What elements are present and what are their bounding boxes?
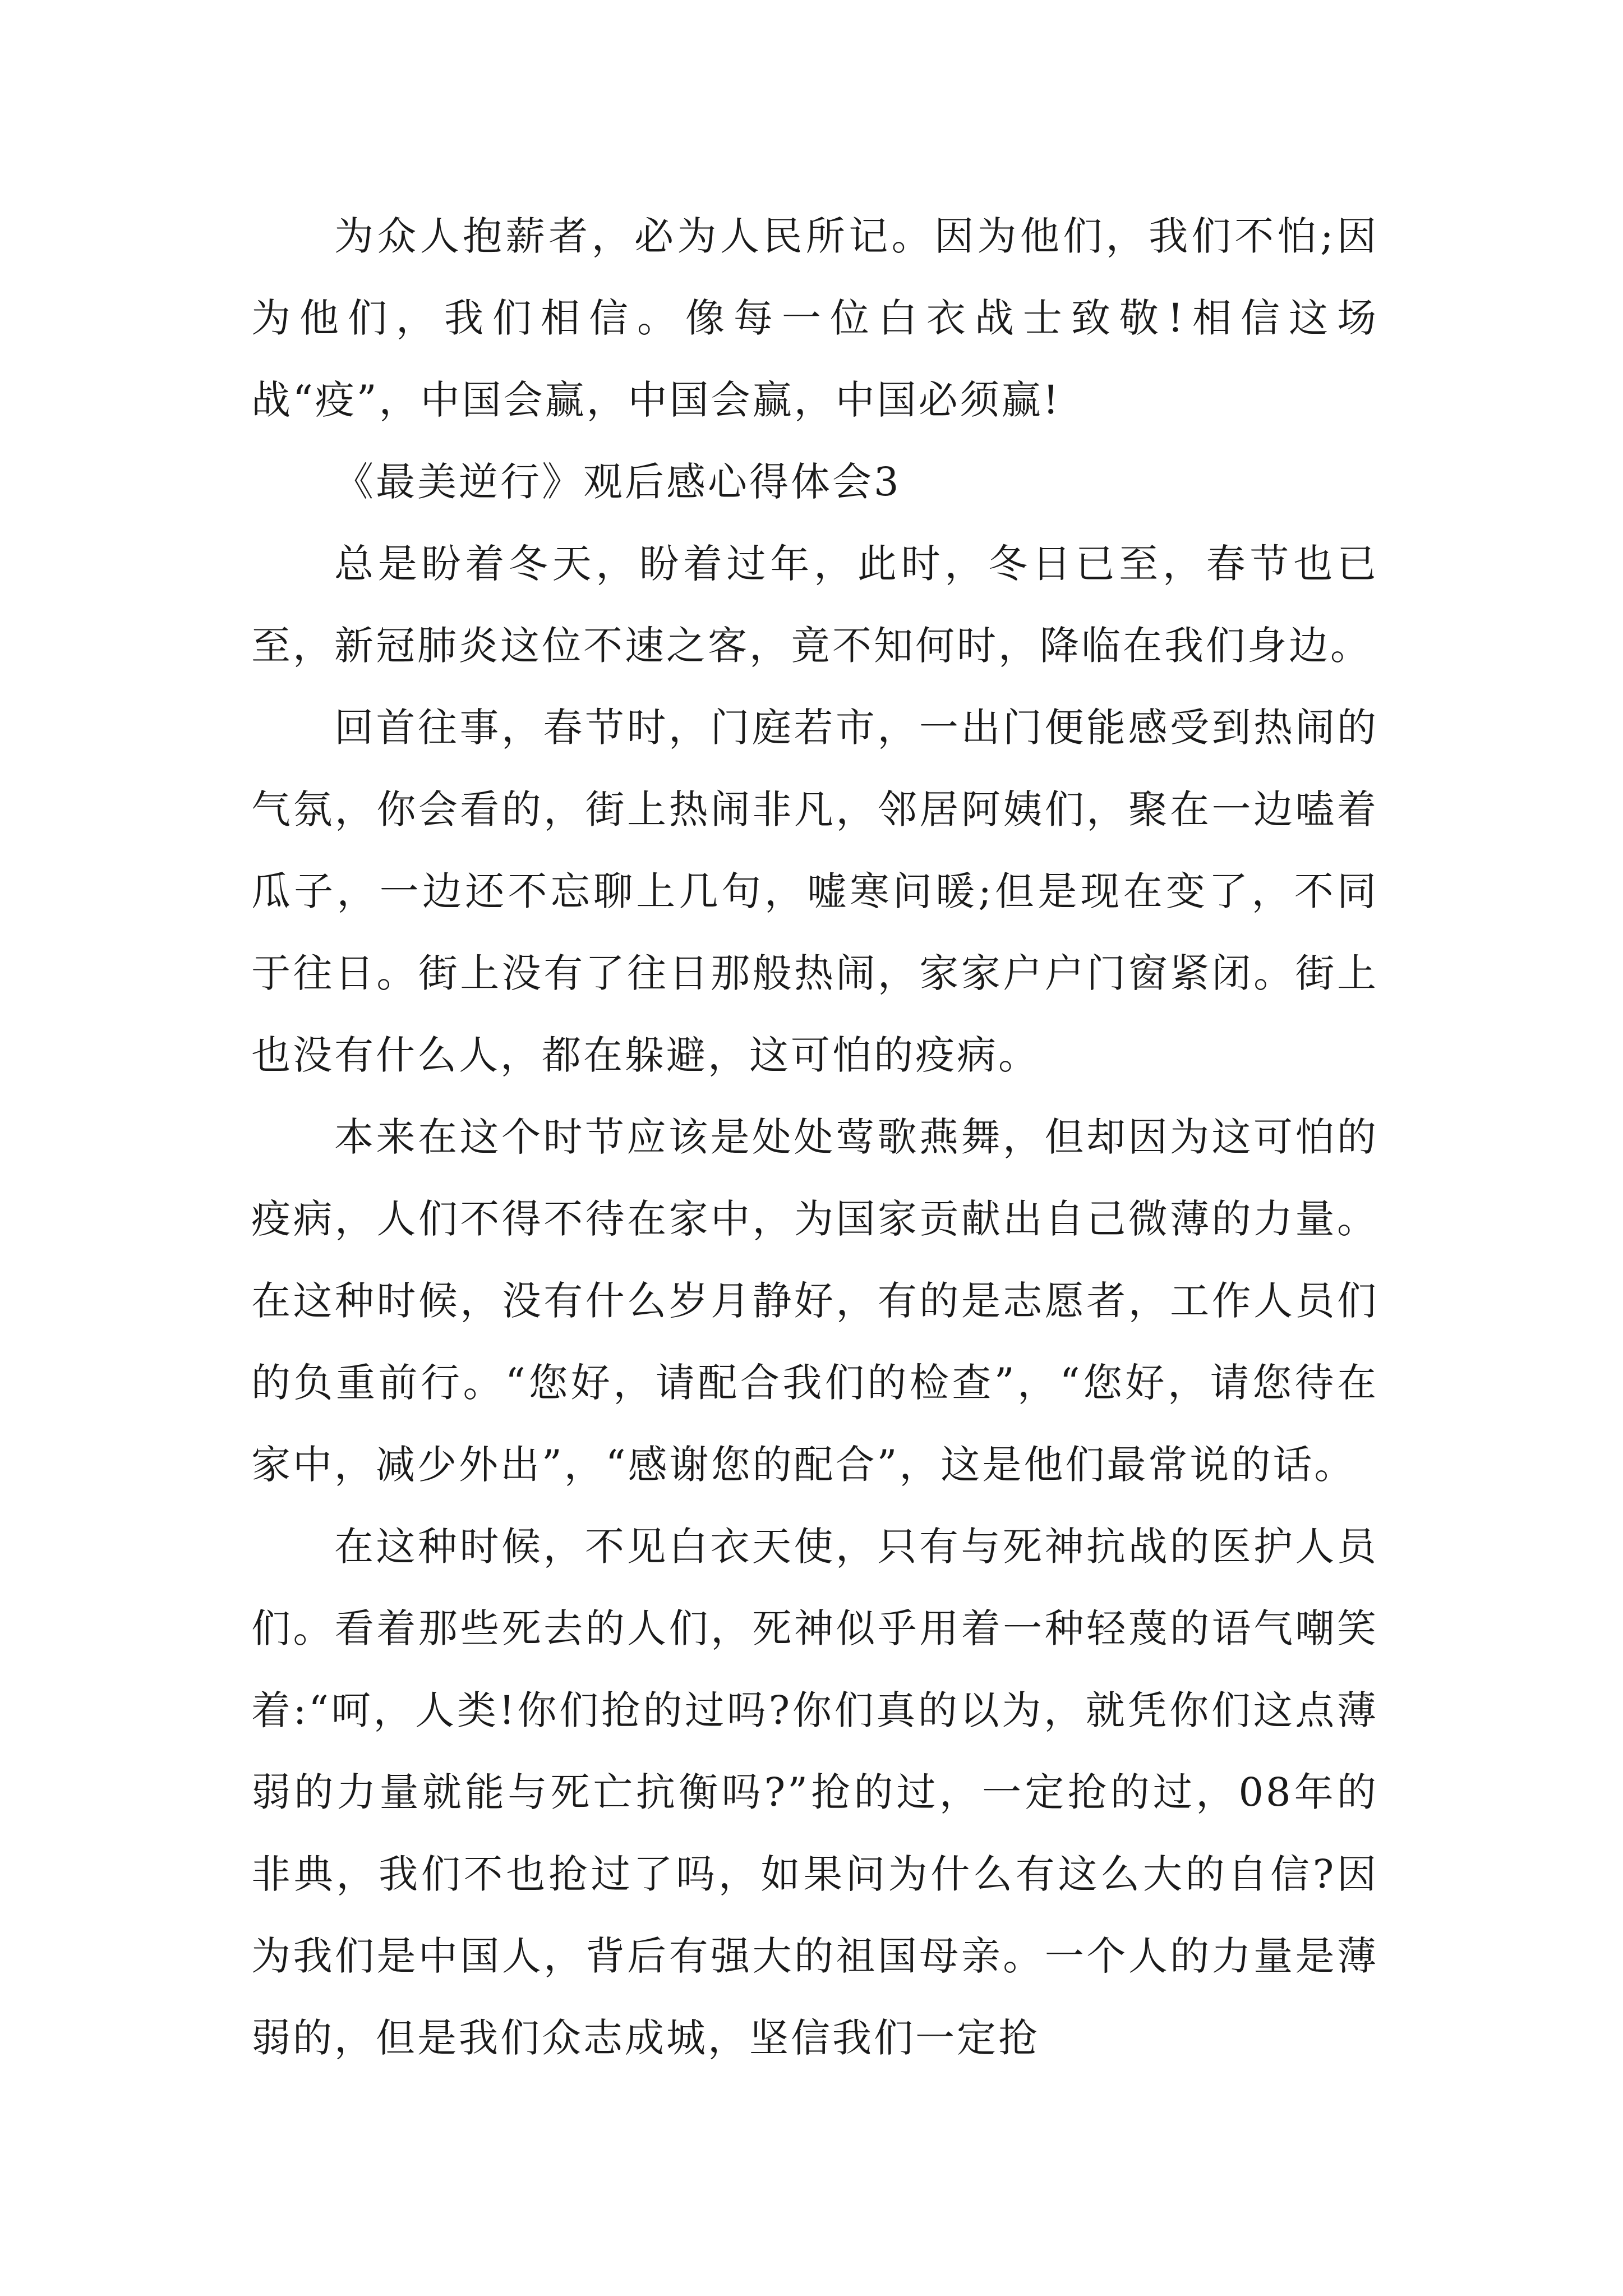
paragraph-volunteers: 本来在这个时节应该是处处莺歌燕舞，但却因为这可怕的疫病，人们不得不待在家中，为国家贡献出自己微薄的力量。在这种时候，没有什么岁月静好，有的是志愿者，工作人员们的负重前行。“您好，请配合我们的检查”，“您好，请您待在家中，减少外出”，“感谢您的配合”，这是他们最常说的话。 — [251, 1114, 1378, 1488]
paragraph-medical-staff: 在这种时候，不见白衣天使，只有与死神抗战的医护人员们。看着那些死去的人们，死神似乎用着一种轻蔑的语气嘲笑着:“呵，人类!你们抢的过吗?你们真的以为，就凭你们这点薄弱的力量就能与死亡抗衡吗?”抢的过，一定抢的过，08年的非典，我们不也抢过了吗，如果问为什么有这么大的自信?因为我们是中国人，背后有强大的祖国母亲。一个人的力量是薄弱的，但是我们众志成城，坚信我们一定抢 — [251, 1524, 1378, 2061]
paragraph-tribute: 为众人抱薪者，必为人民所记。因为他们，我们不怕;因为他们，我们相信。像每一位白衣战士致敬!相信这场战“疫”，中国会赢，中国会赢，中国必须赢! — [251, 213, 1378, 423]
paragraph-memories: 回首往事，春节时，门庭若市，一出门便能感受到热闹的气氛，你会看的，街上热闹非凡，邻居阿姨们，聚在一边嗑着瓜子，一边还不忘聊上几句，嘘寒问暖;但是现在变了，不同于往日。街上没有了往日那般热闹，家家户户门窗紧闭。街上也没有什么人，都在躲避，这可怕的疫病。 — [251, 705, 1378, 1078]
paragraph-winter: 总是盼着冬天，盼着过年，此时，冬日已至，春节也已至，新冠肺炎这位不速之客，竟不知何时，降临在我们身边。 — [251, 541, 1378, 669]
section-heading: 《最美逆行》观后感心得体会3 — [334, 459, 901, 505]
document-body — [251, 195, 1378, 2079]
